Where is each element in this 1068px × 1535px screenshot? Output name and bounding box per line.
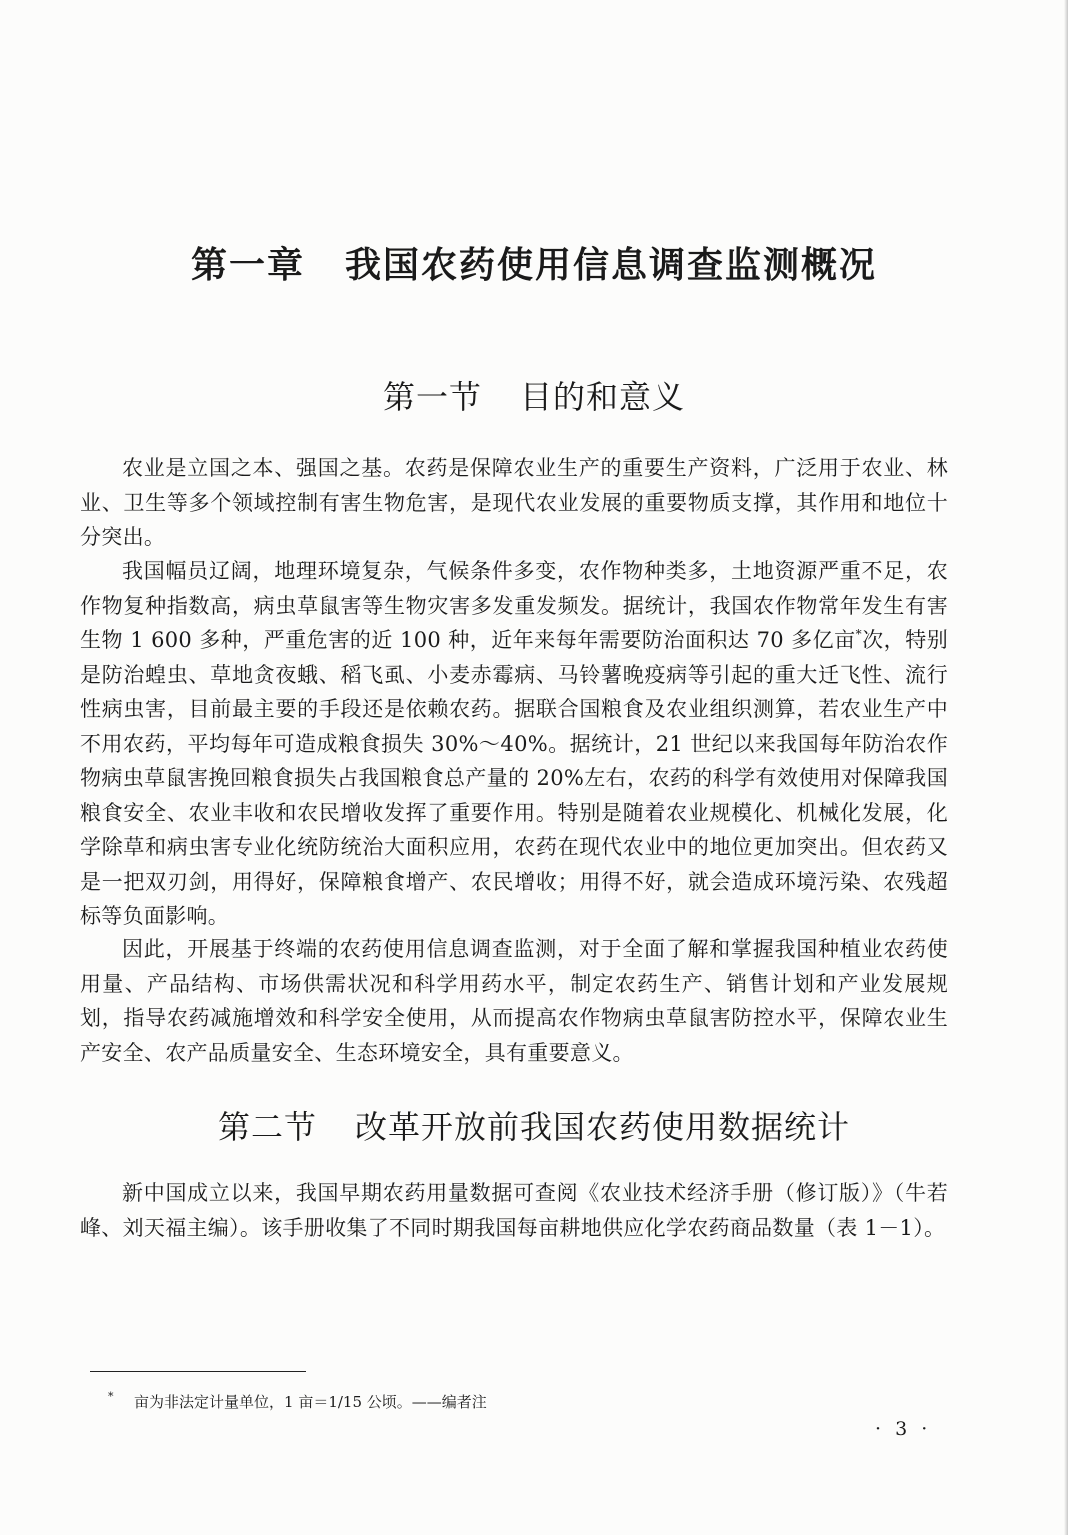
chapter-label: 第一章: [190, 245, 305, 286]
chapter-heading-text: 我国农药使用信息调查监测概况: [345, 245, 878, 286]
paragraph-4: 新中国成立以来，我国早期农药用量数据可查阅《农业技术经济手册（修订版）》（牛若峰、刘天福主编）。该手册收集了不同时期我国每亩耕地供应化学农药商品数量（表 1－1）。: [80, 1181, 948, 1240]
footnote-divider: [90, 1371, 306, 1372]
paragraph-3: 因此，开展基于终端的农药使用信息调查监测，对于全面了解和掌握我国种植业农药使用量、产品结构、市场供需状况和科学用药水平，制定农药生产、销售计划和产业发展规划，指导农药减施增效和科学安全使用，从而提高农作物病虫草鼠害防控水平，保障农业生产安全、农产品质量安全、生态环境安全，具有重要意义。: [80, 937, 948, 1065]
section-1-heading-text: 目的和意义: [520, 378, 686, 416]
page-edge-shadow: [1064, 0, 1068, 1535]
footnote: [108, 1390, 487, 1412]
section-1-label: 第一节: [382, 378, 482, 416]
footnote-mark: *: [108, 1390, 114, 1403]
footnote-reference-mark: *: [855, 627, 862, 641]
page-number: · 3 ·: [875, 1418, 932, 1440]
footnote-text: 亩为非法定计量单位，1 亩＝1/15 公顷。——编者注: [134, 1393, 487, 1411]
chapter-title: [0, 237, 1068, 288]
paragraph-1: 农业是立国之本、强国之基。农药是保障农业生产的重要生产资料，广泛用于农业、林业、卫生等多个领域控制有害生物危害，是现代农业发展的重要物质支撑，其作用和地位十分突出。: [80, 456, 948, 549]
section-2-title: [0, 1102, 1068, 1148]
section-2-label: 第二节: [217, 1108, 317, 1146]
paragraph-2-text-a: 我国幅员辽阔，地理环境复杂，气候条件多变，农作物种类多，土地资源严重不足，农作物复种指数高，病虫草鼠害等生物灾害多发重发频发。据统计，我国农作物常年发生有害生物 1 600 多种，严重危害的近 100 种，近年来每年需要防治面积达 70 多亿亩: [80, 559, 948, 652]
section-1-title: [0, 372, 1068, 418]
paragraph-2: [80, 554, 948, 934]
section-2-heading-text: 改革开放前我国农药使用数据统计: [355, 1108, 851, 1146]
paragraph-2-text-b: 次，特别是防治蝗虫、草地贪夜蛾、稻飞虱、小麦赤霉病、马铃薯晚疫病等引起的重大迁飞性、流行性病虫害，目前最主要的手段还是依赖农药。据联合国粮食及农业组织测算，若农业生产中不用农药，平均每年可造成粮食损失 30%～40%。据统计，21 世纪以来我国每年防治农作物病虫草鼠害挽回粮食损失占我国粮食总产量的 20%左右，农药的科学有效使用对保障我国粮食安全、农业丰收和农民增收发挥了重要作用。特别是随着农业规模化、机械化发展，化学除草和病虫害专业化统防统治大面积应用，农药在现代农业中的地位更加突出。但农药又是一把双刃剑，用得好，保障粮食增产、农民增收；用得不好，就会造成环境污染、农残超标等负面影响。: [80, 628, 949, 928]
